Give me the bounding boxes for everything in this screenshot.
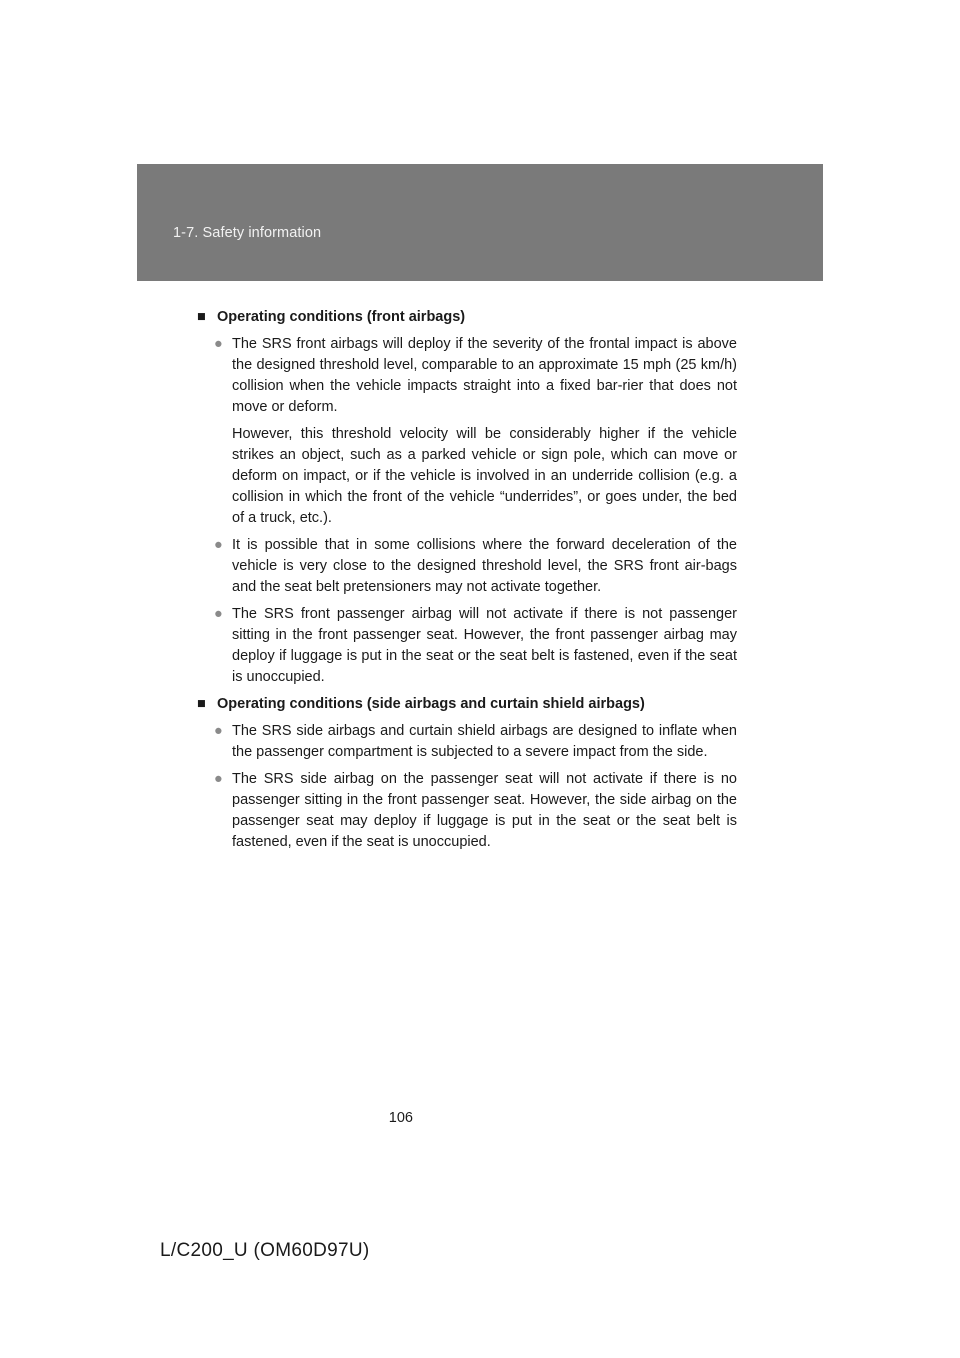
circle-bullet-icon: ● [214, 606, 223, 622]
circle-bullet-icon: ● [214, 537, 223, 553]
list-item [197, 721, 737, 763]
circle-bullet-icon: ● [214, 723, 223, 739]
section-heading-text: Operating conditions (side airbags and curtain shield airbags) [217, 696, 645, 712]
circle-bullet-icon: ● [214, 336, 223, 352]
section-header-band [137, 164, 823, 281]
paragraph: However, this threshold velocity will be considerably higher if the vehicle strikes an object, such as a parked vehicle or sign pole, which can move or deform on impact, or if the vehicle is involved in an underride collision (e.g. a collision in which the front of the vehicle “underrides”, or goes under, the bed of a truck, etc.). [232, 426, 737, 526]
list-item [197, 535, 737, 598]
list-item [197, 604, 737, 688]
section-title: 1-7. Safety information [173, 225, 322, 241]
paragraph: It is possible that in some collisions where the forward deceleration of the vehicle is very close to the designed threshold level, the SRS front air-bags and the seat belt pretensioners may not activate together. [232, 537, 737, 595]
circle-bullet-icon: ● [214, 771, 223, 787]
section-heading [197, 307, 737, 328]
section-heading [197, 694, 737, 715]
document-code: L/C200_U (OM60D97U) [160, 1240, 370, 1261]
paragraph: The SRS side airbags and curtain shield airbags are designed to inflate when the passenger compartment is subjected to a severe impact from the side. [232, 723, 737, 760]
list-item [197, 334, 737, 529]
page-number: 106 [388, 1110, 413, 1126]
square-bullet-icon: ■ [197, 309, 206, 325]
page-content [197, 307, 737, 859]
square-bullet-icon: ■ [197, 696, 206, 712]
list-item [197, 769, 737, 853]
section-heading-text: Operating conditions (front airbags) [217, 309, 466, 325]
paragraph: The SRS front airbags will deploy if the severity of the frontal impact is above the designed threshold level, comparable to an approximate 15 mph (25 km/h) collision when the vehicle impacts straight into a fixed bar-rier that does not move or deform. [232, 336, 737, 415]
paragraph: The SRS front passenger airbag will not activate if there is not passenger sitting in the front passenger seat. However, the front passenger airbag may deploy if luggage is put in the seat or the seat belt is fastened, even if the seat is unoccupied. [232, 606, 737, 685]
paragraph: The SRS side airbag on the passenger seat will not activate if there is no passenger sitting in the front passenger seat. However, the side airbag on the passenger seat may deploy if luggage is put in the seat or the seat belt is fastened, even if the seat is unoccupied. [232, 771, 737, 850]
